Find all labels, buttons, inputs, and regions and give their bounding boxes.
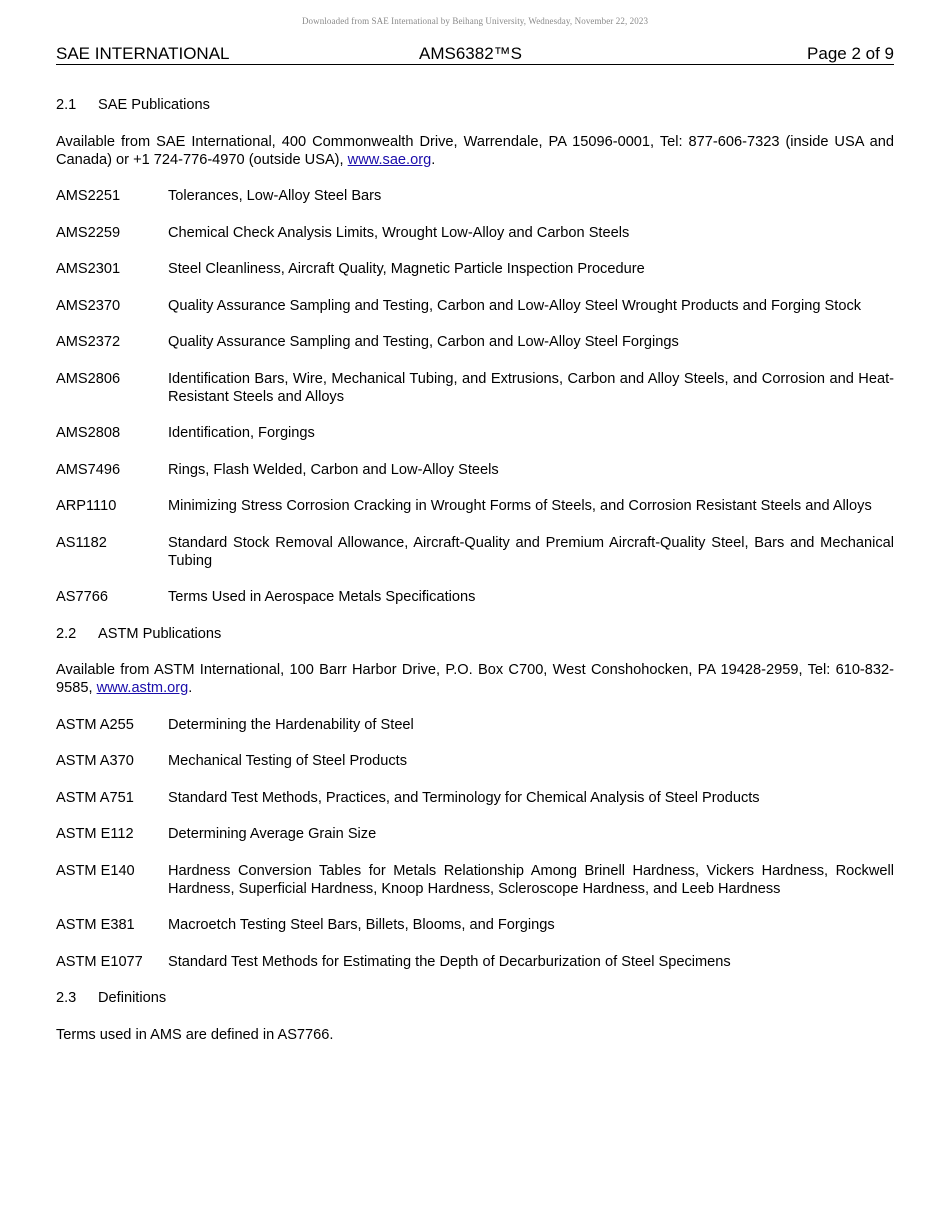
sae-website-link[interactable]: www.sae.org <box>347 151 432 168</box>
reference-code: ASTM A370 <box>56 753 134 769</box>
document-body <box>56 96 894 1062</box>
reference-entry <box>56 187 894 205</box>
section-number: 2.2 <box>56 625 77 642</box>
reference-code: AMS2259 <box>56 224 121 241</box>
sae-availability-paragraph <box>56 133 894 169</box>
reference-entry <box>56 424 894 442</box>
section-title: SAE Publications <box>98 97 210 113</box>
download-watermark: Downloaded from SAE International by Beihang University, Wednesday, November 22, 2023 <box>301 16 649 26</box>
reference-entry <box>56 789 894 807</box>
reference-code: ASTM E381 <box>56 917 135 933</box>
reference-title: Determining Average Grain Size <box>168 826 377 842</box>
astm-reference-list <box>56 716 894 971</box>
header-document-id: AMS6382™S <box>419 44 522 63</box>
reference-code: AMS2251 <box>56 188 121 204</box>
reference-title: Standard Stock Removal Allowance, Aircraft-Quality and Premium Aircraft-Quality Steel, Bars and Mechanical Tubing <box>168 534 894 569</box>
reference-title: Identification Bars, Wire, Mechanical Tubing, and Extrusions, Carbon and Alloy Steels, and Corrosion and Heat-Resistant Steels and Alloys <box>168 370 894 405</box>
reference-code: ASTM A255 <box>56 716 134 733</box>
reference-code: AMS7496 <box>56 461 121 478</box>
reference-title: Terms Used in Aerospace Metals Specifications <box>168 589 476 605</box>
reference-code: ASTM E140 <box>56 862 135 879</box>
reference-code: ARP1110 <box>56 498 117 514</box>
header-page-number: Page 2 of 9 <box>807 44 894 63</box>
reference-title: Hardness Conversion Tables for Metals Relationship Among Brinell Hardness, Vickers Hardness, Rockwell Hardness, Superficial Hardness, Knoop Hardness, Scleroscope Hardness, and Leeb Hardness <box>168 862 894 897</box>
sae-availability-end: . <box>431 151 436 168</box>
section-heading-sae <box>56 96 894 114</box>
reference-entry <box>56 333 894 351</box>
reference-entry <box>56 461 894 479</box>
reference-title: Standard Test Methods for Estimating the Depth of Decarburization of Steel Specimens <box>168 953 731 970</box>
reference-title: Quality Assurance Sampling and Testing, Carbon and Low-Alloy Steel Wrought Products and Forging Stock <box>168 297 862 314</box>
reference-code: AMS2808 <box>56 425 121 441</box>
reference-title: Quality Assurance Sampling and Testing, Carbon and Low-Alloy Steel Forgings <box>168 334 679 350</box>
reference-title: Steel Cleanliness, Aircraft Quality, Magnetic Particle Inspection Procedure <box>168 261 645 277</box>
reference-code: AMS2372 <box>56 334 121 350</box>
astm-availability-text: Available from ASTM International, 100 Barr Harbor Drive, P.O. Box C700, West Conshohocken, PA 19428-2959, Tel: 610-832-9585, <box>56 662 894 696</box>
reference-title: Chemical Check Analysis Limits, Wrought Low-Alloy and Carbon Steels <box>168 224 630 241</box>
reference-entry <box>56 297 894 315</box>
reference-code: AMS2806 <box>56 370 121 387</box>
reference-entry <box>56 916 894 934</box>
reference-entry <box>56 497 894 515</box>
reference-title: Minimizing Stress Corrosion Cracking in Wrought Forms of Steels, and Corrosion Resistant Steels and Alloys <box>168 498 872 514</box>
page-header <box>56 44 894 65</box>
reference-title: Determining the Hardenability of Steel <box>168 716 414 733</box>
reference-title: Mechanical Testing of Steel Products <box>168 753 408 769</box>
reference-entry <box>56 752 894 770</box>
reference-title: Identification, Forgings <box>168 425 315 441</box>
reference-entry <box>56 534 894 570</box>
section-heading-definitions <box>56 989 894 1007</box>
reference-code: AMS2370 <box>56 297 121 314</box>
reference-code: AS1182 <box>56 534 107 551</box>
reference-code: AS7766 <box>56 589 108 605</box>
sae-availability-text: Available from SAE International, 400 Commonwealth Drive, Warrendale, PA 15096-0001, Tel: 877-606-7323 (inside USA and Canada) or +1 724-776-4970 (outside USA), <box>56 133 894 168</box>
reference-entry <box>56 862 894 898</box>
reference-code: AMS2301 <box>56 261 121 277</box>
section-heading-astm <box>56 625 894 643</box>
reference-title: Tolerances, Low-Alloy Steel Bars <box>168 188 382 204</box>
header-publisher: SAE INTERNATIONAL <box>56 44 230 63</box>
reference-entry <box>56 260 894 278</box>
astm-availability-paragraph <box>56 661 894 697</box>
reference-code: ASTM E1077 <box>56 953 143 970</box>
sae-reference-list <box>56 187 894 606</box>
reference-title: Macroetch Testing Steel Bars, Billets, Blooms, and Forgings <box>168 917 555 933</box>
reference-entry <box>56 370 894 406</box>
section-number: 2.1 <box>56 97 77 113</box>
reference-code: ASTM E112 <box>56 826 134 842</box>
reference-entry <box>56 588 894 606</box>
reference-title: Standard Test Methods, Practices, and Terminology for Chemical Analysis of Steel Products <box>168 789 760 806</box>
astm-availability-end: . <box>188 680 193 696</box>
section-title: Definitions <box>98 990 167 1006</box>
astm-website-link[interactable]: www.astm.org <box>96 680 189 696</box>
section-title: ASTM Publications <box>98 625 222 642</box>
reference-entry <box>56 953 894 971</box>
section-number: 2.3 <box>56 990 77 1006</box>
reference-code: ASTM A751 <box>56 789 134 806</box>
reference-entry <box>56 716 894 734</box>
reference-entry <box>56 224 894 242</box>
definitions-paragraph: Terms used in AMS are defined in AS7766. <box>56 1026 334 1043</box>
reference-entry <box>56 825 894 843</box>
reference-title: Rings, Flash Welded, Carbon and Low-Alloy Steels <box>168 461 499 478</box>
